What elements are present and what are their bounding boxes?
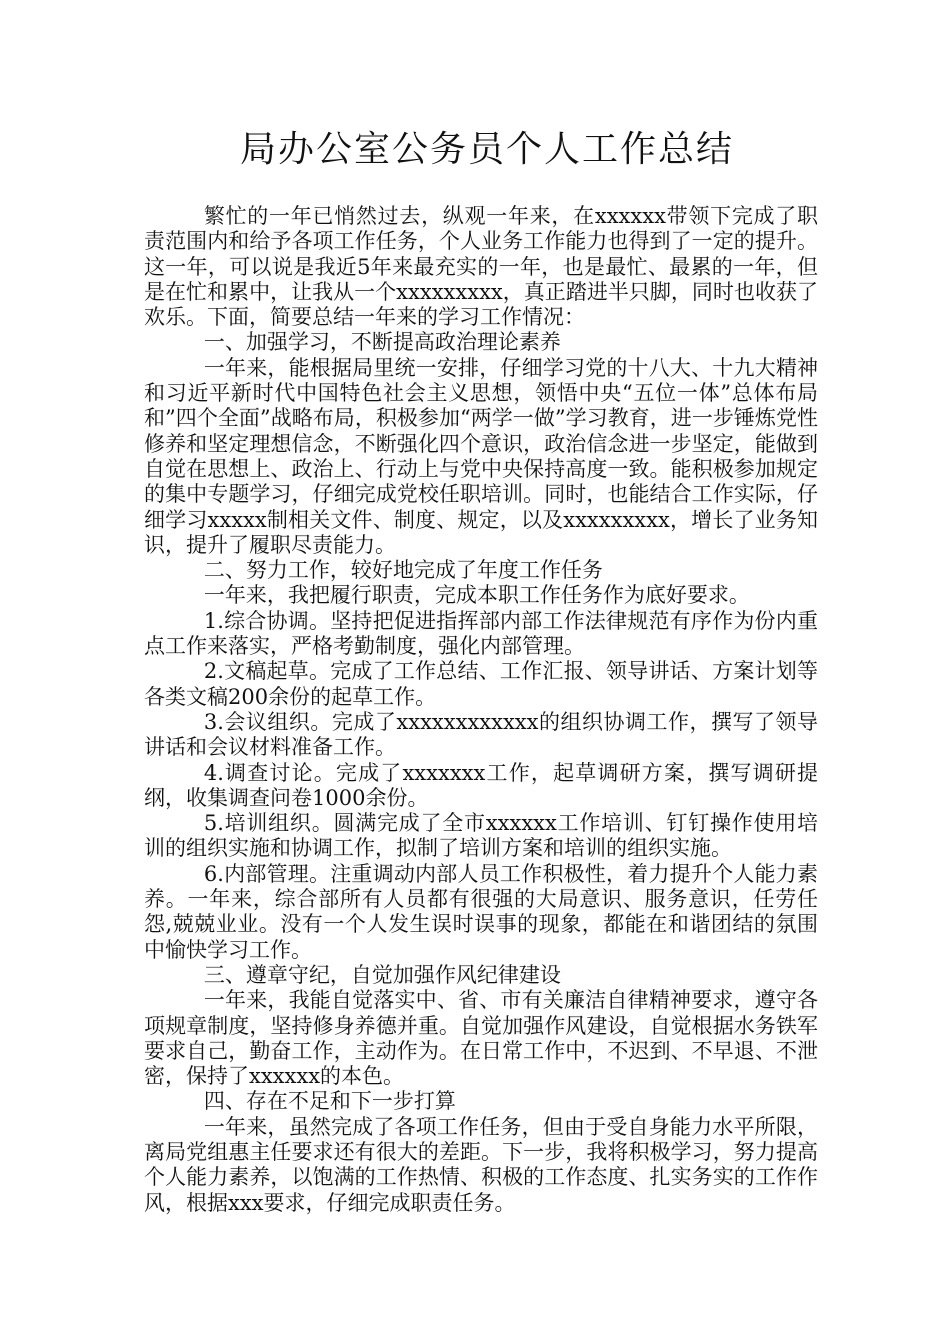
section-3-paragraph: 一年来，我能自觉落实中、省、市有关廉洁自律精神要求，遵守各项规章制度，坚持修身养德并重。自觉加强作风建设，自觉根据水务铁军要求自己，勤奋工作，主动作为。在日常工作中，不迟到、不早退、不泄密，保持了xxxxxx的本色。 <box>144 988 818 1089</box>
section-2-intro: 一年来，我把履行职责，完成本职工作任务作为底好要求。 <box>203 583 750 608</box>
document-body <box>144 204 818 1216</box>
section-2-item-4: 4.调查讨论。完成了xxxxxxx工作，起草调研方案，撰写调研提纲，收集调查问卷1000余份。 <box>144 760 818 810</box>
section-heading-3: 三、遵章守纪，自觉加强作风纪律建设 <box>203 962 561 987</box>
intro-paragraph: 繁忙的一年已悄然过去，纵观一年来，在xxxxxx带领下完成了职责范围内和给予各项工作任务，个人业务工作能力也得到了一定的提升。这一年，可以说是我近5年来最充实的一年，也是最忙、最累的一年，但是在忙和累中，让我从一个xxxxxxxxx，真正踏进半只脚，同时也收获了欢乐。下面，简要总结一年来的学习工作情况： <box>144 204 818 330</box>
section-1-paragraph: 一年来，能根据局里统一安排，仔细学习党的十八大、十九大精神和习近平新时代中国特色社会主义思想，领悟中央“五位一体”总体布局和”四个全面”战略布局，积极参加“两学一做”学习教育，进一步锤炼党性修养和坚定理想信念，不断强化四个意识，政治信念进一步坚定，能做到自觉在思想上、政治上、行动上与党中央保持高度一致。能积极参加规定的集中专题学习，仔细完成党校任职培训。同时，也能结合工作实际，仔细学习xxxxx制相关文件、制度、规定，以及xxxxxxxxx，增长了业务知识，提升了履职尽责能力。 <box>144 355 818 557</box>
section-heading-1: 一、加强学习，不断提高政治理论素养 <box>203 330 561 355</box>
section-2-item-2: 2.文稿起草。完成了工作总结、工作汇报、领导讲话、方案计划等各类文稿200余份的起草工作。 <box>144 659 818 709</box>
section-2-item-3: 3.会议组织。完成了xxxxxxxxxxxx的组织协调工作，撰写了领导讲话和会议材料准备工作。 <box>144 709 818 760</box>
section-heading-2: 二、努力工作，较好地完成了年度工作任务 <box>203 558 603 583</box>
section-4-paragraph: 一年来，虽然完成了各项工作任务，但由于受自身能力水平所限，离局党组惠主任要求还有很大的差距。下一步，我将积极学习，努力提高个人能力素养，以饱满的工作热情、积极的工作态度、扎实务实的工作作风，根据xxx要求，仔细完成职责任务。 <box>144 1114 818 1215</box>
section-2-item-1: 1.综合协调。坚持把促进指挥部内部工作法律规范有序作为份内重点工作来落实，严格考勤制度，强化内部管理。 <box>144 608 818 659</box>
section-2-item-6: 6.内部管理。注重调动内部人员工作积极性，着力提升个人能力素养。一年来，综合部所有人员都有很强的大局意识、服务意识，任劳任怨,兢兢业业。没有一个人发生误时误事的现象，都能在和谐团结的氛围中愉快学习工作。 <box>144 861 818 962</box>
section-2-item-5: 5.培训组织。圆满完成了全市xxxxxx工作培训、钉钉操作使用培训的组织实施和协调工作，拟制了培训方案和培训的组织实施。 <box>144 811 818 861</box>
section-heading-4: 四、存在不足和下一步打算 <box>203 1089 456 1114</box>
document-title: 局办公室公务员个人工作总结 <box>239 129 734 170</box>
